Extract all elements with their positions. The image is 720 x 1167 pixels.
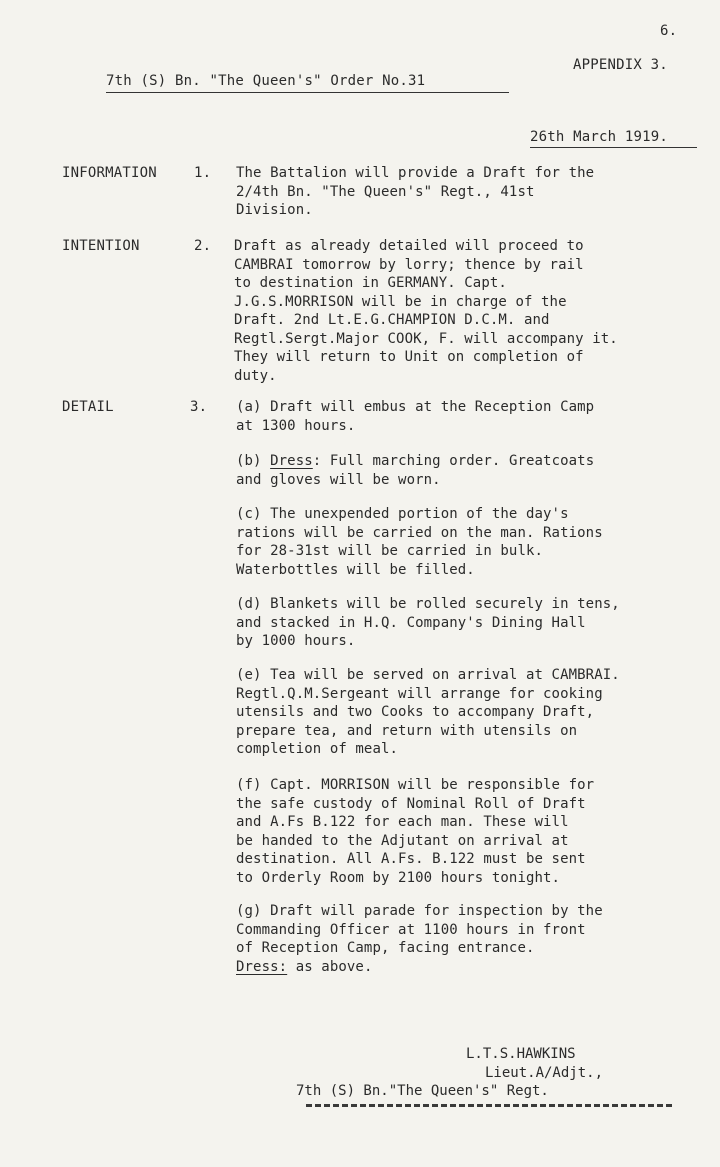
section-label-intention: INTENTION bbox=[62, 238, 140, 254]
text-line: CAMBRAI tomorrow by lorry; thence by rail bbox=[234, 256, 584, 273]
text-line: Draft as already detailed will proceed to bbox=[234, 238, 584, 254]
text-line: rations will be carried on the man. Rations bbox=[236, 524, 603, 541]
text-line: to destination in GERMANY. Capt. bbox=[234, 275, 507, 291]
text-line: (g) Draft will parade for inspection by the bbox=[236, 903, 603, 919]
detail-item-g bbox=[236, 902, 714, 976]
detail-item-e bbox=[236, 666, 714, 759]
text-line: duty. bbox=[234, 367, 277, 384]
page-number: 6. bbox=[660, 23, 678, 39]
section-number-1: 1. bbox=[194, 165, 212, 181]
section-number-3: 3. bbox=[190, 399, 208, 415]
detail-item-c bbox=[236, 505, 714, 579]
text-line: utensils and two Cooks to accompany Draft, bbox=[236, 704, 595, 720]
text-line: (f) Capt. MORRISON will be responsible for bbox=[236, 777, 595, 793]
text-line: Regtl.Sergt.Major COOK, F. will accompany it. bbox=[234, 330, 618, 347]
detail-item-d bbox=[236, 595, 714, 651]
heading-underline bbox=[106, 92, 509, 93]
text-line: by 1000 hours. bbox=[236, 633, 356, 649]
information-paragraph bbox=[236, 164, 714, 220]
text-line: The Battalion will provide a Draft for the bbox=[236, 165, 595, 181]
section-label-information: INFORMATION bbox=[62, 165, 157, 181]
text-line: Waterbottles will be filled. bbox=[236, 561, 475, 578]
text-line: J.G.S.MORRISON will be in charge of the bbox=[234, 293, 567, 310]
item-b-prefix: (b) bbox=[236, 453, 271, 469]
text-line: and gloves will be worn. bbox=[236, 471, 441, 488]
order-date: 26th March 1919. bbox=[530, 129, 669, 145]
text-line bbox=[236, 958, 714, 977]
item-b-dress: Dress bbox=[270, 453, 313, 469]
detail-item-f bbox=[236, 776, 714, 887]
section-label-detail: DETAIL bbox=[62, 399, 114, 415]
item-b-rest: : Full marching order. Greatcoats bbox=[312, 453, 595, 469]
text-line: Commanding Officer at 1100 hours in front bbox=[236, 921, 586, 938]
section-number-2: 2. bbox=[194, 238, 212, 254]
text-line: and A.Fs B.122 for each man. These will bbox=[236, 814, 569, 830]
text-line: (c) The unexpended portion of the day's bbox=[236, 506, 569, 522]
text-line: of Reception Camp, facing entrance. bbox=[236, 940, 535, 956]
order-heading: 7th (S) Bn. "The Queen's" Order No.31 bbox=[106, 73, 426, 89]
item-g-dress: Dress: bbox=[236, 958, 288, 975]
date-underline bbox=[530, 147, 697, 148]
text-line: completion of meal. bbox=[236, 741, 399, 757]
text-line: Draft. 2nd Lt.E.G.CHAMPION D.C.M. and bbox=[234, 312, 550, 328]
text-line: Regtl.Q.M.Sergeant will arrange for cooking bbox=[236, 685, 603, 702]
text-line: destination. All A.Fs. B.122 must be sent bbox=[236, 851, 586, 867]
appendix-label: APPENDIX 3. bbox=[573, 57, 668, 73]
text-line: prepare tea, and return with utensils on bbox=[236, 722, 578, 739]
text-line bbox=[236, 452, 714, 471]
text-line: They will return to Unit on completion of bbox=[234, 349, 584, 365]
text-line: at 1300 hours. bbox=[236, 417, 356, 434]
text-line: be handed to the Adjutant on arrival at bbox=[236, 832, 569, 849]
text-line: 2/4th Bn. "The Queen's" Regt., 41st bbox=[236, 183, 535, 200]
text-line: (d) Blankets will be rolled securely in tens, bbox=[236, 596, 620, 612]
text-line: (a) Draft will embus at the Reception Camp bbox=[236, 399, 595, 415]
text-line: for 28-31st will be carried in bulk. bbox=[236, 543, 544, 559]
signature-dashed-rule bbox=[306, 1104, 672, 1107]
intention-paragraph bbox=[234, 237, 712, 385]
text-line: the safe custody of Nominal Roll of Draft bbox=[236, 795, 586, 812]
item-g-dress-rest: as above. bbox=[287, 958, 373, 975]
text-line: (e) Tea will be served on arrival at CAMBRAI. bbox=[236, 667, 620, 683]
detail-item-a bbox=[236, 398, 714, 435]
text-line: Division. bbox=[236, 202, 313, 218]
text-line: and stacked in H.Q. Company's Dining Hall bbox=[236, 614, 586, 631]
signature-name: L.T.S.HAWKINS bbox=[466, 1046, 576, 1062]
signature-rank: Lieut.A/Adjt., bbox=[485, 1065, 604, 1081]
detail-item-b bbox=[236, 452, 714, 489]
signature-unit: 7th (S) Bn."The Queen's" Regt. bbox=[296, 1083, 549, 1099]
text-line: to Orderly Room by 2100 hours tonight. bbox=[236, 869, 561, 886]
